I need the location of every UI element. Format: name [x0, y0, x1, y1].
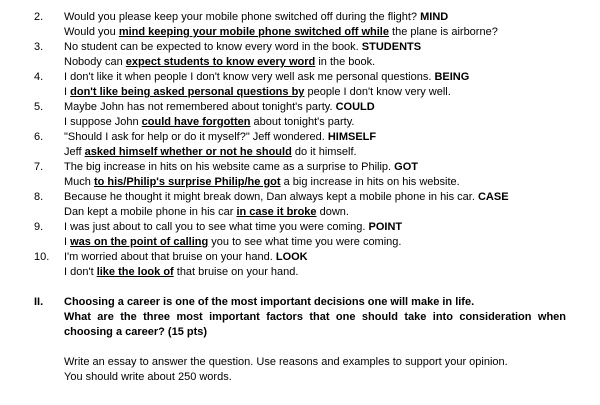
- item-keyword: GOT: [394, 161, 419, 173]
- item-prompt-line: [64, 160, 566, 175]
- item-answer-before: Much: [64, 176, 94, 188]
- item-answer-before: I: [64, 236, 71, 248]
- section-question-line2: What are the three most important factors that one should take into consideration when choosing a career? (15 pts): [64, 311, 566, 338]
- item-answer: expect students to know every word: [125, 56, 316, 68]
- item-number: 4.: [34, 71, 44, 83]
- essay-instruction-line2: You should write about 250 words.: [64, 371, 232, 383]
- item-answer: was on the point of calling: [70, 236, 209, 248]
- item-prompt: Because he thought it might break down, Dan always kept a mobile phone in his car.: [64, 191, 475, 203]
- item-keyword: HIMSELF: [327, 131, 377, 143]
- item-prompt-line: [64, 190, 566, 205]
- item-answer-line: [64, 265, 566, 280]
- list-item: [34, 10, 566, 40]
- item-answer-before: I suppose John: [64, 116, 142, 128]
- item-prompt-line: [64, 70, 566, 85]
- item-answer-before: I: [64, 86, 71, 98]
- essay-instruction-line1: Write an essay to answer the question. Use reasons and examples to support your opinion.: [64, 356, 508, 368]
- item-answer-before: Dan kept a mobile phone in his car: [64, 206, 237, 218]
- item-prompt-line: [64, 100, 566, 115]
- item-prompt: I don't like it when people I don't know very well ask me personal questions.: [64, 71, 432, 83]
- item-answer-after: down.: [316, 206, 349, 218]
- item-number: 5.: [34, 101, 44, 113]
- item-number: 7.: [34, 161, 44, 173]
- item-prompt-line: [64, 220, 566, 235]
- item-keyword: MIND: [420, 11, 449, 23]
- item-body: [64, 70, 566, 100]
- item-number: 6.: [34, 131, 44, 143]
- item-body: [64, 220, 566, 250]
- item-answer-line: [64, 175, 566, 190]
- transformation-items-list: [34, 10, 566, 280]
- item-body: [64, 160, 566, 190]
- item-answer: in case it broke: [236, 206, 317, 218]
- item-answer-line: [64, 55, 566, 70]
- item-answer-line: [64, 145, 566, 160]
- list-item: [34, 190, 566, 220]
- item-prompt-line: [64, 130, 566, 145]
- list-item: [34, 220, 566, 250]
- section-number: II.: [34, 296, 44, 308]
- item-keyword: STUDENTS: [361, 41, 422, 53]
- item-answer-before: Nobody can: [64, 56, 126, 68]
- item-body: [64, 190, 566, 220]
- item-answer: mind keeping your mobile phone switched off while: [118, 26, 389, 38]
- item-answer-after: you to see what time you were coming.: [208, 236, 402, 248]
- item-answer-line: [64, 235, 566, 250]
- list-item: [34, 250, 566, 280]
- item-answer-after: do it himself.: [291, 146, 357, 158]
- item-body: [64, 250, 566, 280]
- item-prompt: The big increase in hits on his website came as a surprise to Philip.: [64, 161, 392, 173]
- section-question: [64, 295, 566, 340]
- item-body: [64, 130, 566, 160]
- essay-instructions: [64, 355, 566, 385]
- item-prompt-line: [64, 40, 566, 55]
- item-body: [64, 10, 566, 40]
- item-answer-line: [64, 85, 566, 100]
- item-number: 10.: [34, 251, 50, 263]
- item-prompt-line: [64, 250, 566, 265]
- item-prompt: Would you please keep your mobile phone switched off during the flight?: [64, 11, 418, 23]
- item-body: [64, 100, 566, 130]
- item-answer-after: the plane is airborne?: [388, 26, 498, 38]
- section-two: [34, 295, 566, 340]
- item-number: 9.: [34, 221, 44, 233]
- item-answer-line: [64, 25, 566, 40]
- list-item: [34, 70, 566, 100]
- item-answer: asked himself whether or not he should: [84, 146, 292, 158]
- item-answer: don't like being asked personal questions by: [70, 86, 305, 98]
- item-answer-after: a big increase in hits on his website.: [280, 176, 460, 188]
- section-question-line1: Choosing a career is one of the most important decisions one will make in life.: [64, 296, 475, 308]
- item-answer: could have forgotten: [141, 116, 251, 128]
- item-answer-after: about tonight's party.: [250, 116, 355, 128]
- item-answer-before: I don't: [64, 266, 97, 278]
- item-prompt-line: [64, 10, 566, 25]
- item-answer-before: Would you: [64, 26, 119, 38]
- item-keyword: COULD: [335, 101, 375, 113]
- item-answer-after: people I don't know very well.: [304, 86, 451, 98]
- item-answer-after: that bruise on your hand.: [173, 266, 299, 278]
- item-number: 2.: [34, 11, 44, 23]
- item-prompt: I'm worried about that bruise on your hand.: [64, 251, 273, 263]
- list-item: [34, 40, 566, 70]
- item-prompt: No student can be expected to know every word in the book.: [64, 41, 359, 53]
- item-prompt: "Should I ask for help or do it myself?" Jeff wondered.: [64, 131, 325, 143]
- list-item: [34, 100, 566, 130]
- item-answer-line: [64, 115, 566, 130]
- item-answer-before: Jeff: [64, 146, 85, 158]
- item-prompt: Maybe John has not remembered about tonight's party.: [64, 101, 333, 113]
- item-prompt: I was just about to call you to see what time you were coming.: [64, 221, 366, 233]
- item-keyword: CASE: [477, 191, 509, 203]
- list-item: [34, 130, 566, 160]
- item-number: 3.: [34, 41, 44, 53]
- item-keyword: LOOK: [275, 251, 308, 263]
- item-answer-line: [64, 205, 566, 220]
- item-answer: to his/Philip's surprise Philip/he got: [93, 176, 281, 188]
- item-keyword: BEING: [434, 71, 470, 83]
- item-keyword: POINT: [368, 221, 403, 233]
- item-number: 8.: [34, 191, 44, 203]
- item-answer: like the look of: [96, 266, 174, 278]
- list-item: [34, 160, 566, 190]
- item-answer-after: in the book.: [315, 56, 376, 68]
- item-body: [64, 40, 566, 70]
